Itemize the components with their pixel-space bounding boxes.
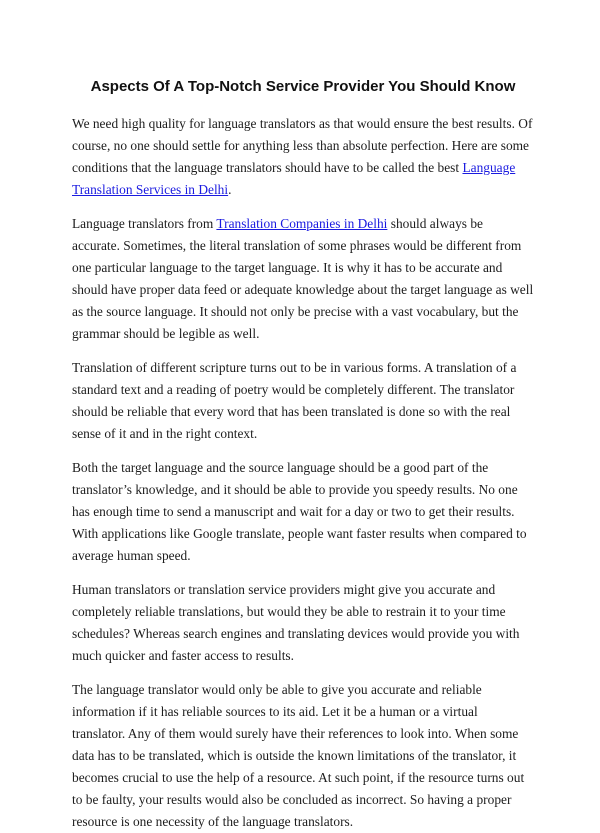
paragraph-2-text-end: should always be accurate. Sometimes, the literal translation of some phrases would be different from one particular language to the target language. It is why it has to be accurate and should have proper data feed or adequate knowledge about the target language as well as the source language. It should not only be precise with a vast vocabulary, but the grammar should be legible as well. [72, 216, 534, 341]
paragraph-4: Both the target language and the source language should be a good part of the translator’s knowledge, and it should be able to provide you speedy results. No one has enough time to send a manuscript and wait for a day or two to get their results. With applications like Google translate, people want faster results when compared to average human speed. [72, 460, 527, 563]
translation-companies-link[interactable]: Translation Companies in Delhi [216, 216, 388, 231]
language-translation-services-link[interactable]: Language Translation Services in Delhi [72, 160, 516, 197]
paragraph-2 [72, 213, 534, 345]
paragraph-1-end: . [228, 182, 232, 197]
paragraph-1-text: We need high quality for language translators as that would ensure the best results. Of course, no one should settle for anything less than absolute perfection. Here are some conditions that the language translators should have to be called the best [72, 116, 533, 175]
document-title: Aspects Of A Top-Notch Service Provider You Should Know [90, 78, 516, 95]
paragraph-2-text-start: Language translators from [72, 216, 217, 231]
paragraph-1 [72, 113, 534, 201]
paragraph-6: The language translator would only be able to give you accurate and reliable information if it has reliable sources to its aid. Let it be a human or a virtual translator. Any of them would surely have their references to look into. When some data has to be translated, which is outside the known limitations of the translator, it becomes crucial to use the help of a resource. At such point, if the resource turns out to be faulty, your results would also be concluded as incorrect. So having a proper resource is one necessity of the language translators. [72, 682, 525, 829]
paragraph-5: Human translators or translation service providers might give you accurate and completely reliable translations, but would they be able to restrain it to your time schedules? Whereas search engines and translating devices would provide you with much quicker and faster access to results. [72, 582, 520, 663]
paragraph-3: Translation of different scripture turns out to be in various forms. A translation of a standard text and a reading of poetry would be completely different. The translator should be reliable that every word that has been translated is done so with the real sense of it and in the right context. [72, 360, 517, 441]
